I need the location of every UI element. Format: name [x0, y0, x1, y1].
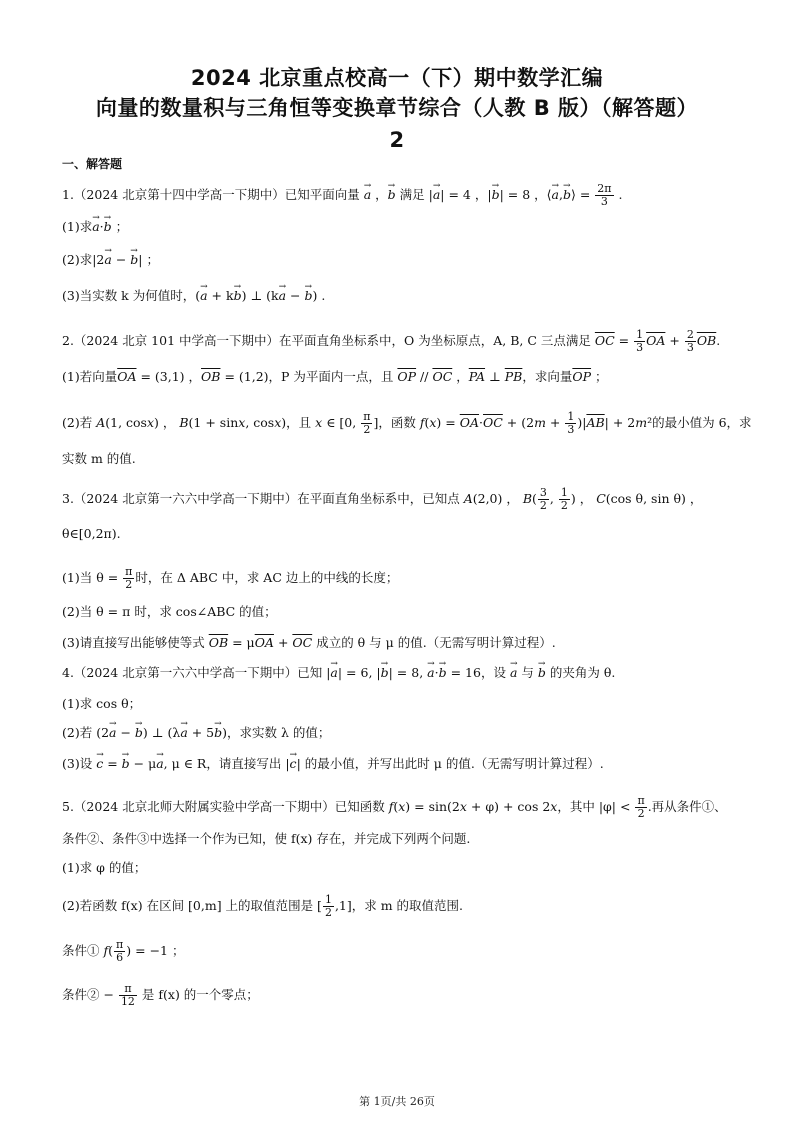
problem-5-condition-1: 条件① f( $\frac{\pi}{6}$ ) = −1 ；: [62, 938, 185, 964]
problem-5-q1: (1)求 φ 的值；: [62, 860, 147, 875]
problem-5-q2: (2)若函数 f(x) 在区间 [0,m] 上的取值范围是 [ $\frac{1}{2}$ ,1]，求 m 的取值范围.: [62, 893, 464, 919]
problem-4-q1: (1)求 cos θ；: [62, 696, 142, 711]
problem-1-q2: (2)求|2→ a − → b| ；: [62, 251, 159, 269]
problem-4-intro: 4.（2024 北京第一六六中学高一下期中）已知 |→ a| = 6, |→ b| = 8, → a·→ b = 16，设 → a 与 → b 的夹角为 θ.: [62, 664, 615, 682]
problem-3-range: θ∈[0,2π).: [62, 526, 121, 541]
problem-5-condition-2: 条件② − $\frac{\pi}{12}$ 是 f(x) 的一个零点；: [62, 982, 259, 1008]
problem-3-q2: (2)当 θ = π 时，求 cos∠ABC 的值；: [62, 604, 277, 619]
problem-3-q1: (1)当 θ = $\frac{\pi}{2}$ 时，在 Δ ABC 中，求 AC 边上的中线的长度；: [62, 565, 399, 591]
problem-2-q1: (1)若向量$\overline{OA} = (3,1)$ ，$\overline{OB} = (1,2)$，P 为平面内一点，且 $\overline{OP} // \overline{OC}$ ，$\overline{PA}$ ⊥ $\overline{PB}$，求向量$\overline{OP}$ ；: [62, 369, 608, 384]
problem-1-q1: (1)求→ a·→ b ；: [62, 218, 128, 236]
problem-1-q3: (3)当实数 k 为何值时，(→ a + k→ b) ⊥ (k→ a − → b) .: [62, 287, 325, 305]
title-line-2: 向量的数量积与三角恒等变换章节综合（人教 B 版）（解答题）: [95, 96, 699, 120]
problem-3-q3: (3)请直接写出能够使等式 $\overline{OB} = \mu\overline{OA} + \overline{OC}$ 成立的 θ 与 μ 的值.（无需写明计算过程）.: [62, 635, 556, 650]
page-footer: 第 1页/共 26页: [359, 1095, 435, 1108]
title-line-1: 2024 北京重点校高一（下）期中数学汇编: [190, 66, 604, 90]
problem-2-q2: (2)若 A(1, cosx) ， B(1 + sinx, cosx)，且 x ∈ [0, $\frac{\pi}{2}$ ]，函数 $f(x) = \overline{OA}\cdot\overline{OC} + (2m$ + $\frac{1}{3}$ )$|\overline{AB}| + 2m^2$的最小值为 6，求: [62, 410, 752, 436]
problem-5-intro-cont: 条件②、条件③中选择一个作为已知，使 f(x) 存在，并完成下列两个问题.: [62, 831, 471, 846]
problem-4-q2: (2)若 (2→ a − → b) ⊥ (λ→ a + 5→ b)，求实数 λ 的值；: [62, 724, 330, 742]
title-line-3: 2: [389, 128, 405, 152]
section-heading: 一、解答题: [62, 157, 123, 171]
problem-4-q3: (3)设 → c = → b − μ→ a, μ ∈ R，请直接写出 |→ c| 的最小值，并写出此时 μ 的值.（无需写明计算过程）.: [62, 755, 604, 773]
problem-5-intro: 5.（2024 北京北师大附属实验中学高一下期中）已知函数 f(x) = sin(2x + φ) + cos 2x，其中 |φ| < $\frac{\pi}{2}$ .再从条件①、: [62, 794, 727, 820]
problem-2-q2-cont: 实数 m 的值.: [62, 451, 136, 466]
problem-2-intro: 2.（2024 北京 101 中学高一下期中）在平面直角坐标系中，O 为坐标原点，A, B, C 三点满足 $\overline{OC}$ = $\frac{1}{3}$ $\overline{OA}$ + $\frac{2}{3}$ $\overline{OB}$.: [62, 328, 721, 354]
problem-3-intro: 3.（2024 北京第一六六中学高一下期中）在平面直角坐标系中，已知点 A(2,0) ， B( $\frac{3}{2}$ , $\frac{1}{2}$ ) ， C(cos θ, sin θ) ，: [62, 486, 703, 512]
problem-1-intro: 1.（2024 北京第十四中学高一下期中）已知平面向量 → a ，→ b 满足 |→ a| = 4 ，|→ b| = 8 ，⟨→ a,→ b⟩ = $\frac{2\pi}{3}$ .: [62, 183, 622, 208]
